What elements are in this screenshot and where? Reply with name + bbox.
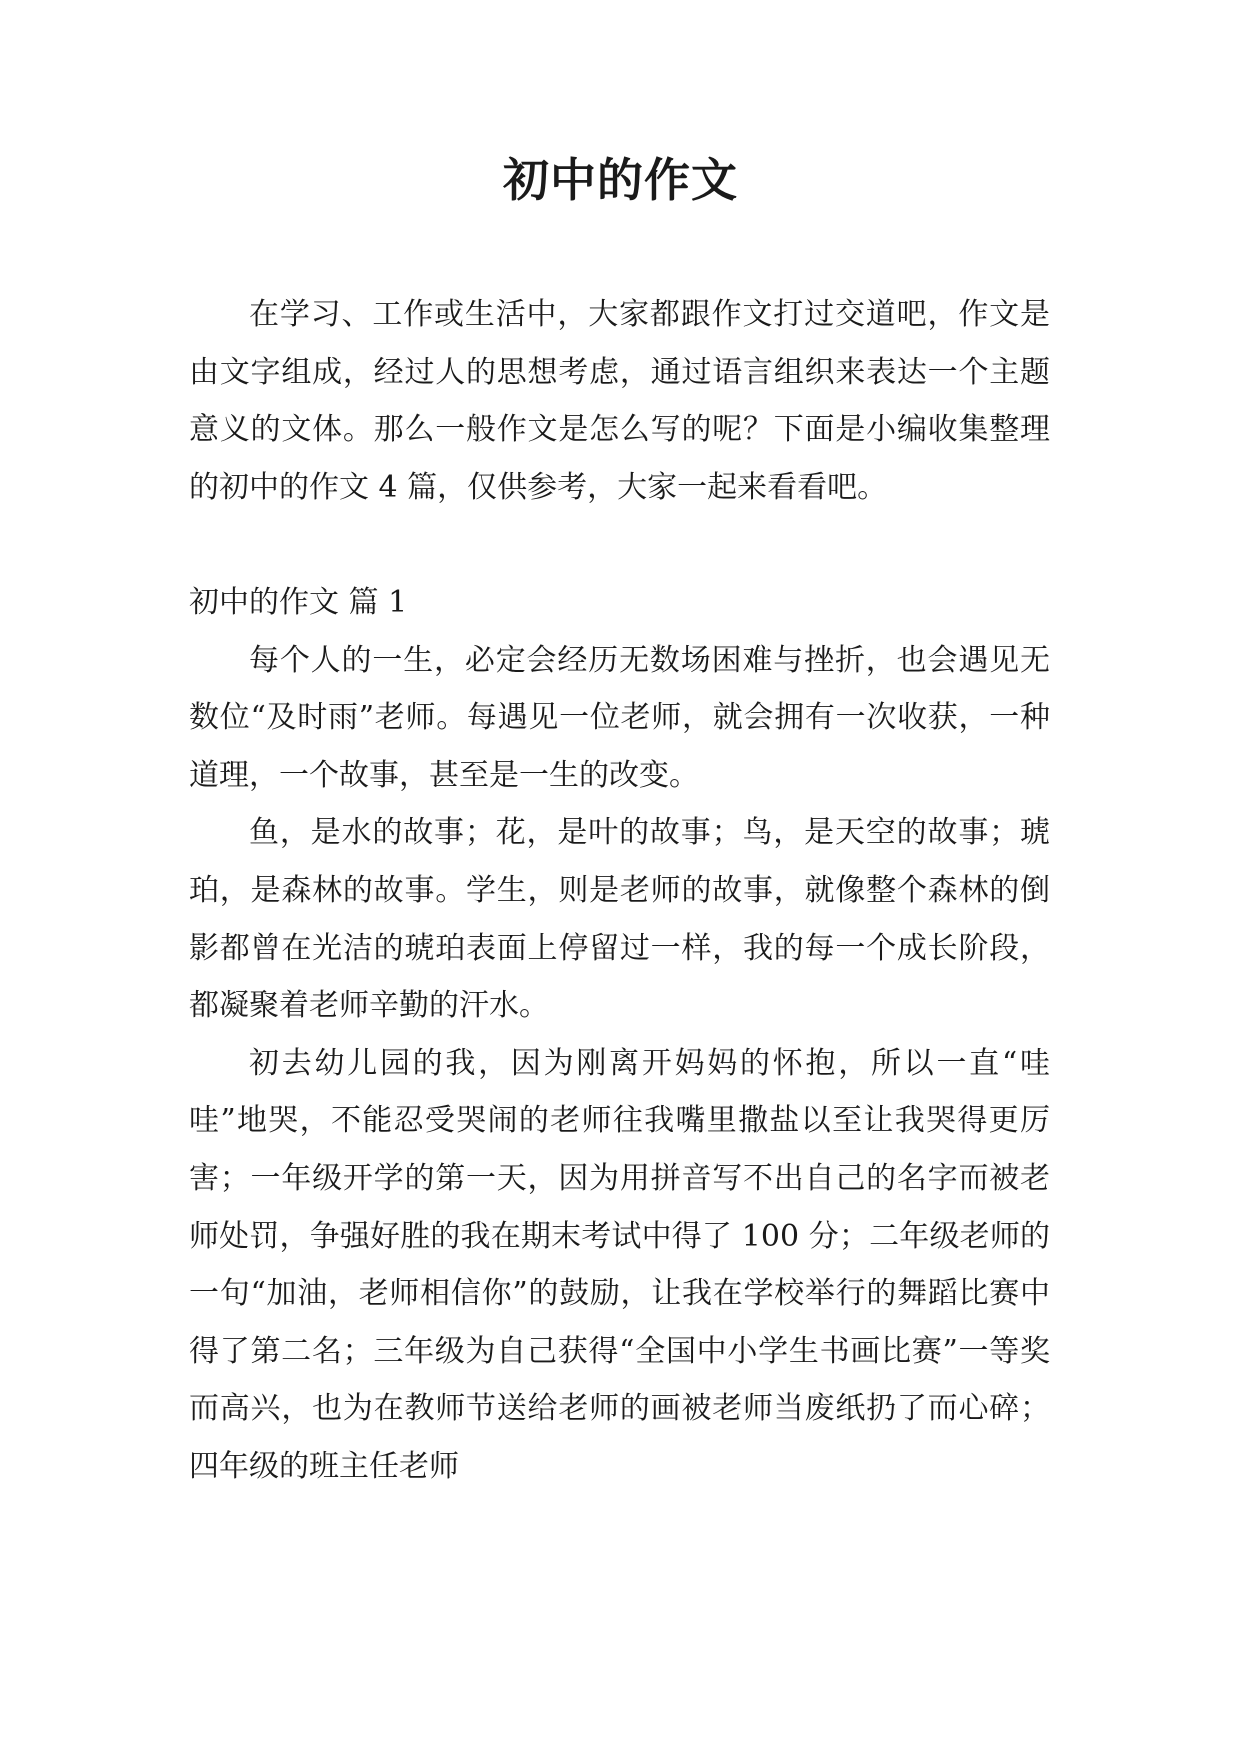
section-heading: 初中的作文 篇 1 [189, 584, 408, 620]
document-title: 初中的作文 [503, 153, 738, 207]
body-paragraph-1: 每个人的一生，必定会经历无数场困难与挫折，也会遇见无数位“及时雨”老师。每遇见一位老师，就会拥有一次收获，一种道理，一个故事，甚至是一生的改变。 [189, 642, 1050, 793]
body-paragraph-2: 鱼，是水的故事；花，是叶的故事；鸟，是天空的故事；琥珀，是森林的故事。学生，则是老师的故事，就像整个森林的倒影都曾在光洁的琥珀表面上停留过一样，我的每一个成长阶段，都凝聚着老师辛勤的汗水。 [189, 815, 1050, 1024]
body-paragraph-3: 初去幼儿园的我，因为刚离开妈妈的怀抱，所以一直“哇哇”地哭，不能忍受哭闹的老师往我嘴里撒盐以至让我哭得更厉害；一年级开学的第一天，因为用拼音写不出自己的名字而被老师处罚，争强好胜的我在期末考试中得了 100 分；二年级老师的一句“加油，老师相信你”的鼓励，让我在学校举行的舞蹈比赛中得了第二名；三年级为自己获得“全国中小学生书画比赛”一等奖而高兴，也为在教师节送给老师的画被老师当废纸扔了而心碎；四年级的班主任老师 [189, 1045, 1050, 1484]
document-body [189, 286, 1050, 1495]
intro-paragraph: 在学习、工作或生活中，大家都跟作文打过交道吧，作文是由文字组成，经过人的思想考虑，通过语言组织来表达一个主题意义的文体。那么一般作文是怎么写的呢？下面是小编收集整理的初中的作文 4 篇，仅供参考，大家一起来看看吧。 [189, 297, 1050, 505]
